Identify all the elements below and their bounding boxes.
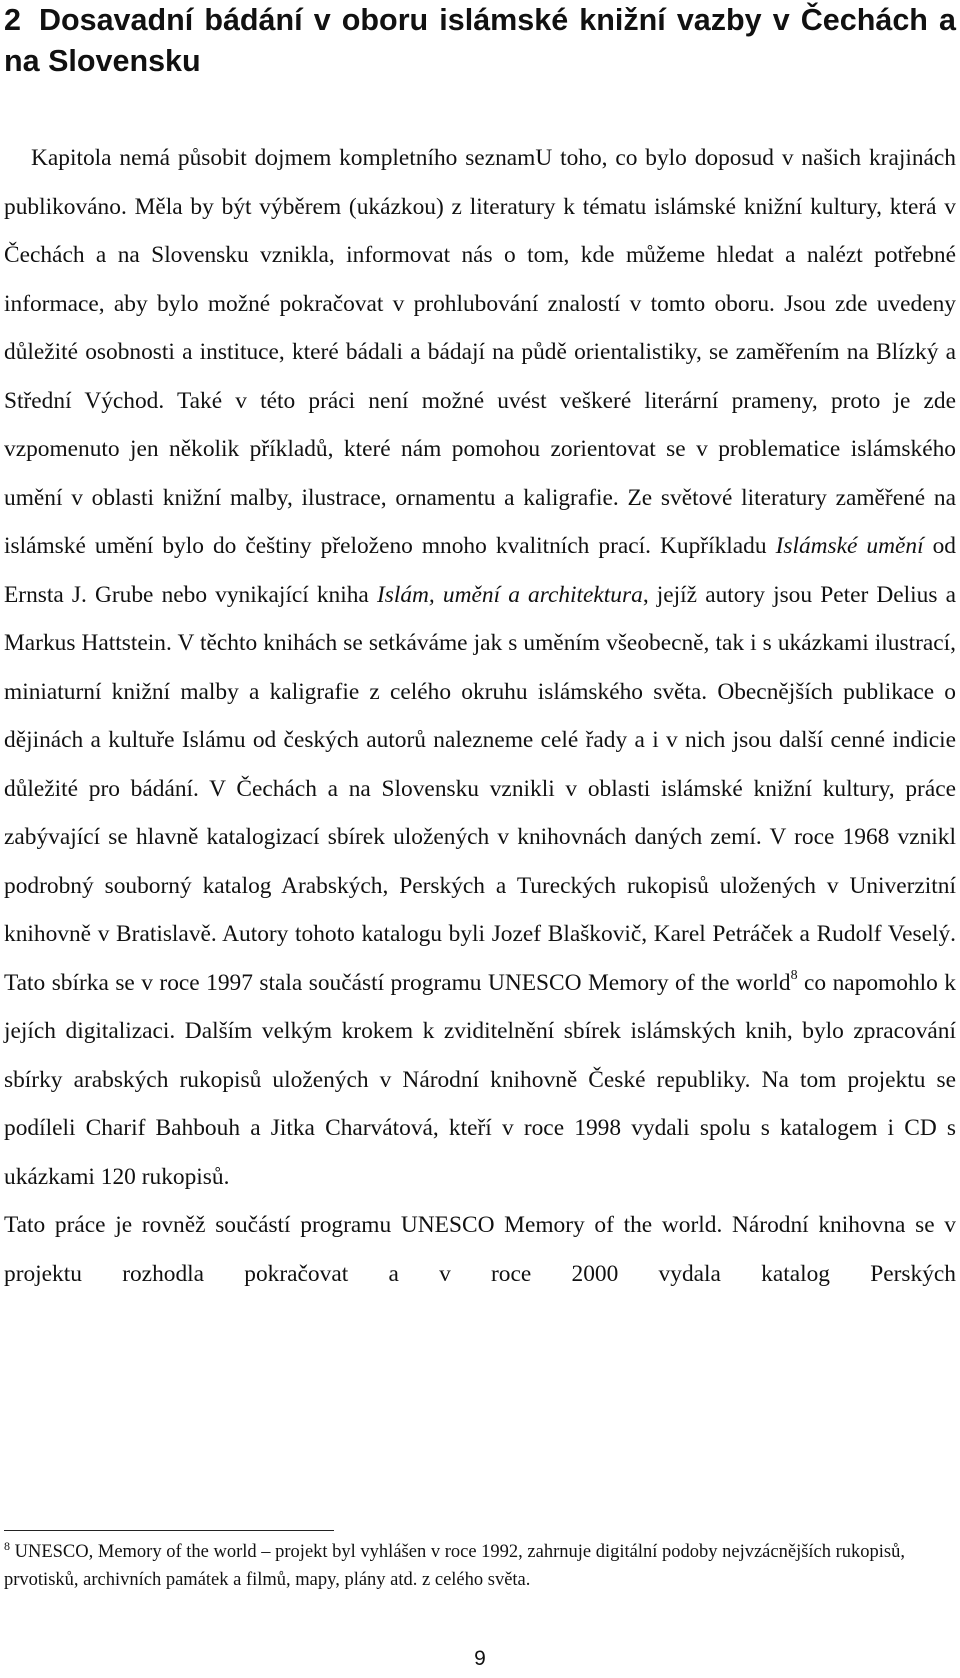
- paragraph-1: [4, 134, 956, 1201]
- paragraph-2: Tato práce je rovněž součástí programu UNESCO Memory of the world. Národní knihovna se v projektu rozhodla pokračovat a v roce 2000 vydala katalog Perských: [4, 1212, 956, 1287]
- page-number: 9: [474, 1647, 486, 1670]
- footnote-number: 8: [4, 1538, 10, 1553]
- chapter-heading: [4, 0, 956, 82]
- paragraph-1-part-c: , jejíž autory jsou Peter Delius a Markus Hattstein. V těchto knihách se setkáváme jak s uměním všeobecně, tak i s ukázkami ilustrací, miniaturní knižní malby a kaligrafie z celého okruhu islámského světa. Obecnějších publikace o dějinách a kultuře Islámu od českých autorů nalezneme celé řady a i v nich jsou další cenné indicie důležité pro bádání. V Čechách a na Slovensku vznikli v oblasti islámské knižní kultury, práce zabývající se hlavně katalogizací sbírek uložených v knihovnách daných zemí. V roce 1968 vznikl podrobný souborný katalog Arabských, Perských a Tureckých rukopisů uložených v Univerzitní knihovně v Bratislavě. Autory tohoto katalogu byli Jozef Blaškovič, Karel Petráček a Rudolf Veselý. Tato sbírka se v roce 1997 stala součástí programu UNESCO Memory of the world: [4, 581, 956, 996]
- chapter-title: Dosavadní bádání v oboru islámské knižní vazby v Čechách a na Slovensku: [4, 3, 956, 78]
- book-title-islam-umeni-architektura: Islám, umění a architektura: [376, 581, 643, 608]
- footnote: [4, 1538, 956, 1594]
- body-text: [4, 134, 956, 1298]
- paragraph-1-part-d: co napomohlo k jejích digitalizaci. Dalším velkým krokem k zviditelnění sbírek islámských knih, bylo zpracování sbírky arabských rukopisů uložených v Národní knihovně České republiky. Na tom projektu se podíleli Charif Bahbouh a Jitka Charvátová, kteří v roce 1998 vydali spolu s katalogem i CD s ukázkami 120 rukopisů.: [4, 969, 956, 1190]
- book-title-islamske-umeni: Islámské umění: [775, 533, 924, 559]
- footnote-text: UNESCO, Memory of the world – projekt byl vyhlášen v roce 1992, zahrnuje digitální podoby nejvzácnějších rukopisů, prvotisků, archivních památek a filmů, mapy, plány atd. z celého světa.: [4, 1542, 906, 1590]
- chapter-number: 2: [4, 3, 21, 37]
- footnote-reference[interactable]: 8: [790, 967, 798, 983]
- paragraph-1-part-a: Kapitola nemá působit dojmem kompletního seznamU toho, co bylo doposud v našich krajinách publikováno. Měla by být výběrem (ukázkou) z literatury k tématu islámské knižní kultury, která v Čechách a na Slovensku vznikla, informovat nás o tom, kde můžeme hledat a nalézt potřebné informace, aby bylo možné pokračovat v prohlubování znalostí v tomto oboru. Jsou zde uvedeny důležité osobnosti a instituce, které bádali a bádají na půdě orientalistiky, se zaměřením na Blízký a Střední Východ. Také v této práci není možné uvést veškeré literární prameny, proto je zde vzpomenuto jen několik příkladů, které nám pomohou zorientovat se v problematice islámského umění v oblasti knižní malby, ilustrace, ornamentu a kaligrafie. Ze světové literatury zaměřené na islámské umění bylo do češtiny přeloženo mnoho kvalitních prací. Kupříkladu: [4, 145, 956, 559]
- paragraph-1-part-b: od Ernsta J. Grube nebo vynikající kniha: [4, 533, 956, 608]
- footnote-separator: [4, 1530, 334, 1531]
